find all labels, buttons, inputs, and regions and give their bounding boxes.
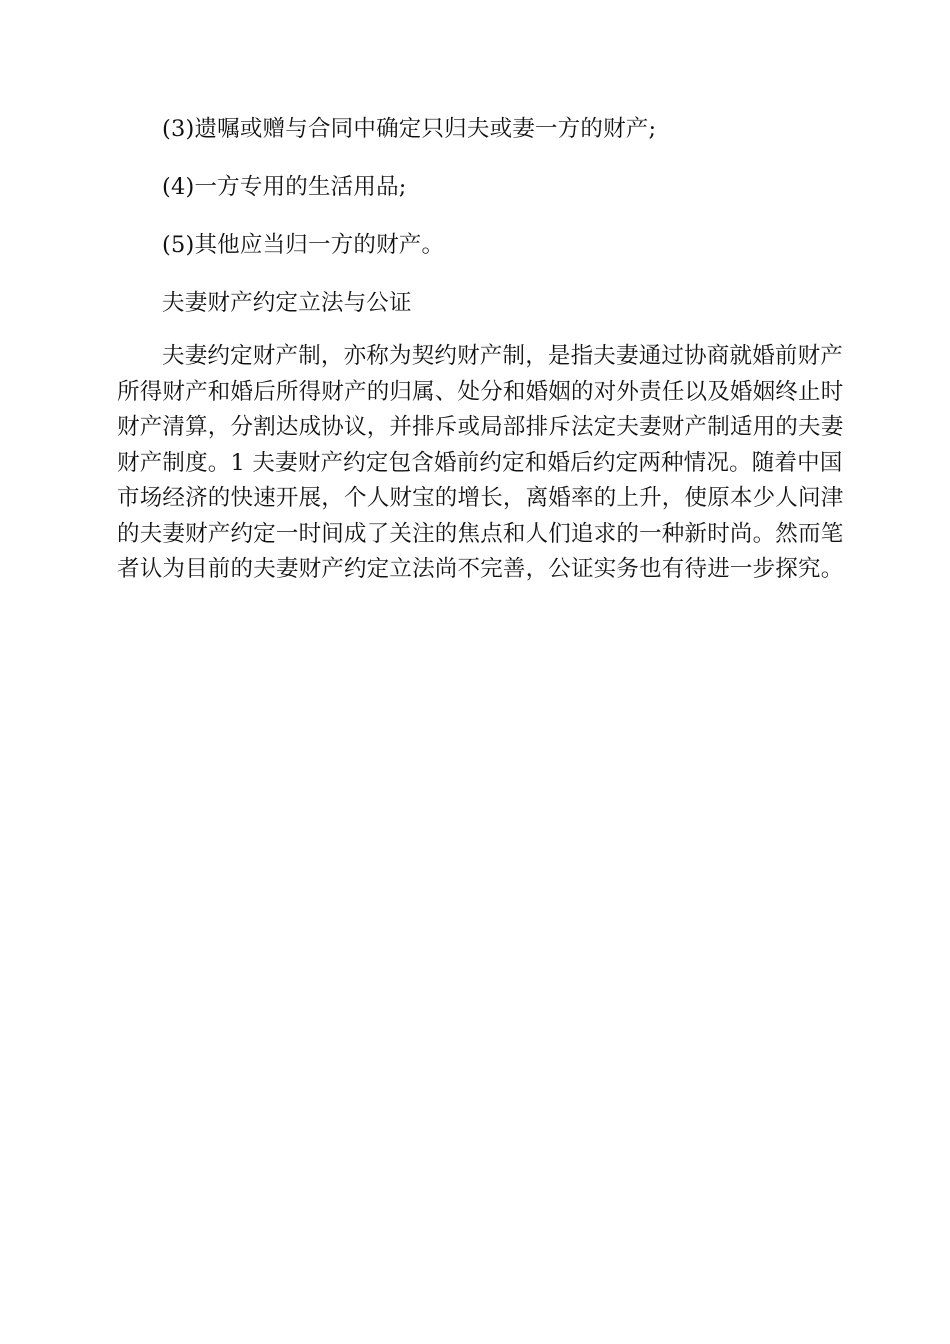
- paragraph-line: 市场经济的快速开展，个人财宝的增长，离婚率的上升，使原本少人问津: [117, 485, 844, 511]
- paragraph-line: 夫妻约定财产制，亦称为契约财产制，是指夫妻通过协商就婚前财产: [162, 343, 844, 369]
- paragraph-line: 者认为目前的夫妻财产约定立法尚不完善，公证实务也有待进一步探究。: [117, 556, 844, 582]
- paragraph-line: 财产清算，分割达成协议，并排斥或局部排斥法定夫妻财产制适用的夫妻: [117, 414, 844, 440]
- paragraph-line: 的夫妻财产约定一时间成了关注的焦点和人们追求的一种新时尚。然而笔: [117, 520, 844, 547]
- list-item: (4)一方专用的生活用品;: [162, 174, 407, 200]
- list-item: (5)其他应当归一方的财产。: [162, 232, 445, 258]
- document-body: [117, 107, 844, 588]
- list-item: (3)遗嘱或赠与合同中确定只归夫或妻一方的财产;: [162, 116, 657, 142]
- section-heading: 夫妻财产约定立法与公证: [162, 290, 412, 316]
- paragraph-line: 财产制度。1 夫妻财产约定包含婚前约定和婚后约定两种情况。随着中国: [117, 449, 843, 476]
- paragraph: [117, 339, 844, 588]
- paragraph-line: 所得财产和婚后所得财产的归属、处分和婚姻的对外责任以及婚姻终止时: [117, 378, 844, 405]
